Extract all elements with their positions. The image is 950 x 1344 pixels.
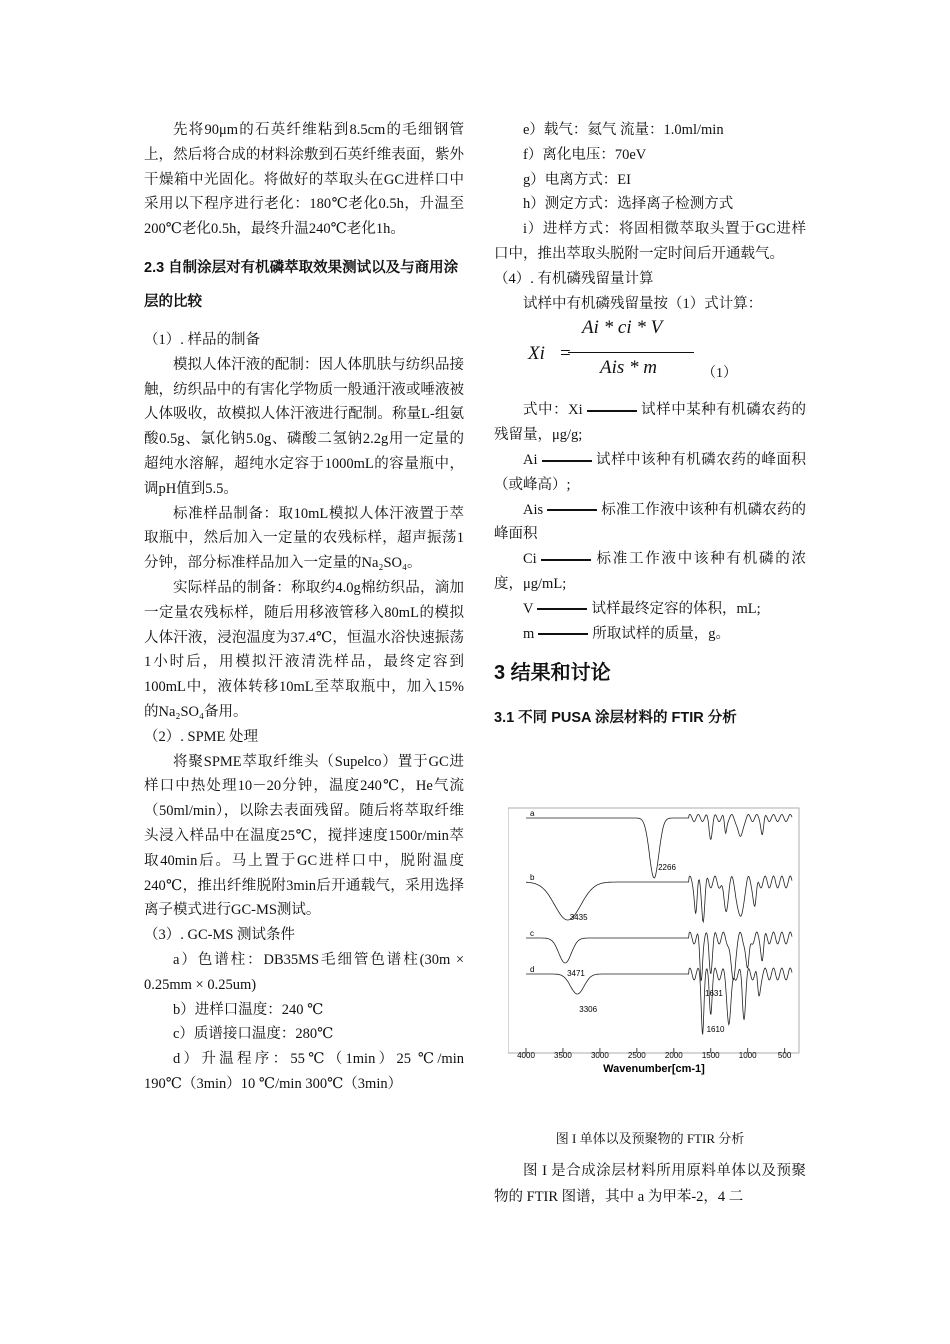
dash <box>547 509 597 511</box>
definition-item <box>494 448 806 498</box>
paragraph: 实际样品的制备：称取约4.0g棉纺织品，滴加一定量农残标样，随后用移液管移入80mL的模拟人体汗液，浸泡温度为37.4℃，恒温水浴快速振荡1小时后，用模拟汗液清洗样品，最终定容到100mL中，液体转移10mL至萃取瓶中，加入15%的Na₂SO₄备用。 <box>144 579 464 720</box>
x-axis-label: Wavenumber[cm-1] <box>603 1063 705 1075</box>
section-heading-2-3: 2.3 自制涂层对有机磷萃取效果测试以及与商用涂层的比较 <box>144 259 459 310</box>
spectrum-line-b <box>526 876 792 922</box>
definition: 试样中该种有机磷农药的峰面积（或峰高）; <box>494 451 806 493</box>
peak-label: 2266 <box>658 863 676 872</box>
dash <box>542 460 592 462</box>
definition-item <box>494 547 806 597</box>
x-tick-label: 3000 <box>590 1051 609 1060</box>
definition: 标准工作液中该种有机磷农药的峰面积 <box>494 501 806 543</box>
peak-label: 3471 <box>567 969 585 978</box>
formula-equals: = <box>560 343 571 365</box>
definition-item <box>494 597 806 622</box>
series-label: d <box>530 965 535 974</box>
spectra-lines <box>526 814 792 1034</box>
subsection-heading: （1）. 样品的制备 <box>144 331 260 348</box>
paragraph: 先将90μm的石英纤维粘到8.5cm的毛细钢管上，然后将合成的材料涂敷到石英纤维表面，紫外干燥箱中光固化。将做好的萃取头在GC进样口中采用以下程序进行老化：180℃老化0.5h，升温至200℃老化0.5h，最终升温240℃老化1h。 <box>144 122 464 238</box>
dash <box>541 559 591 561</box>
paragraph: 图 I 是合成涂层材料所用原料单体以及预聚物的 FTIR 图谱，其中 a 为甲苯-2，4 二 <box>494 1163 806 1205</box>
formula-lhs: Xi <box>528 343 545 365</box>
subsection-heading: （4）. 有机磷残留量计算 <box>494 270 654 287</box>
condition-item: g）电离方式：EI <box>523 171 631 188</box>
fraction-bar <box>568 352 694 353</box>
x-tick-label: 2000 <box>664 1051 683 1060</box>
symbol: Ai <box>523 451 538 468</box>
x-tick-label: 1000 <box>738 1051 757 1060</box>
condition-item: f）离化电压：70eV <box>523 146 647 163</box>
dash <box>587 410 637 412</box>
condition-item: h）测定方式：选择离子检测方式 <box>523 196 734 213</box>
paragraph: 试样中有机磷残留量按（1）式计算： <box>523 295 763 312</box>
definition: 标准工作液中该种有机磷的浓度，μg/mL; <box>494 551 806 592</box>
formula-number: （1） <box>702 366 737 382</box>
definition: 试样最终定容的体积，mL; <box>591 600 761 617</box>
definition: 试样中某种有机磷农药的残留量，μg/g; <box>494 402 807 444</box>
condition-item: i）进样方式：将固相微萃取头置于GC进样口中，推出萃取头脱附一定时间后开通载气。 <box>494 221 806 262</box>
definition-item <box>494 398 806 448</box>
section-heading-3-1: 3.1 不同 PUSA 涂层材料的 FTIR 分析 <box>494 710 737 727</box>
series-label: b <box>530 873 535 882</box>
symbol: Ais <box>523 501 544 518</box>
paragraph: 将聚SPME萃取纤维头（Supelco）置于GC进样口中热处理10－20分钟，温度240℃，He气流（50ml/min），以除去表面残留。随后将萃取纤维头浸入样品中在温度25℃，搅拌速度1500r/min萃取40min后。马上置于GC进样口中，脱附温度240℃，推出纤维脱附3min后开通载气，采用选择离子模式进行GC-MS测试。 <box>144 753 464 919</box>
symbol: 式中：Xi <box>523 402 583 419</box>
definition-item <box>494 498 806 548</box>
right-column <box>494 118 806 739</box>
series-label: c <box>530 929 534 938</box>
paragraph: 模拟人体汗液的配制：因人体肌肤与纺织品接触，纺织品中的有害化学物质一般通汗液或唾液被人体吸收，故模拟人体汗液进行配制。称量L-组氨酸0.5g、氯化钠5.0g、磷酸二氢钠2.2g用一定量的超纯水溶解，超纯水定容于1000mL的容量瓶中，调pH值到5.5。 <box>144 356 464 497</box>
symbol: Ci <box>523 551 537 568</box>
symbol-definitions <box>494 398 806 646</box>
condition-item: d）升温程序：55℃（1min）25 ℃/min 190℃（3min）10 ℃/min 300℃（3min） <box>144 1051 464 1092</box>
x-tick-label: 1500 <box>701 1051 720 1060</box>
subsection-heading: （3）. GC-MS 测试条件 <box>144 927 296 944</box>
x-axis-ticks <box>517 1048 792 1060</box>
dash <box>538 633 588 635</box>
section-heading-3: 3 结果和讨论 <box>494 662 611 685</box>
peak-label: 3306 <box>579 1005 598 1014</box>
formula-1 <box>494 316 806 392</box>
x-tick-label: 4000 <box>517 1051 535 1060</box>
left-column <box>144 118 464 1097</box>
paragraph: 标准样品制备：取10mL模拟人体汗液置于萃取瓶中，然后加入一定量的农残标样，超声振荡1分钟，部分标准样品加入一定量的Na₂SO₄。 <box>144 505 464 572</box>
spectrum-line-d <box>526 968 792 1035</box>
ftir-spectrum-chart <box>508 800 800 1085</box>
x-tick-label: 2500 <box>627 1051 646 1060</box>
dash <box>537 608 587 610</box>
condition-item: a）色谱柱：DB35MS毛细管色谱柱(30m × 0.25mm × 0.25um) <box>144 951 464 993</box>
peak-label: 1610 <box>706 1025 725 1034</box>
spectra-labels <box>530 809 725 1034</box>
symbol: V <box>523 600 534 617</box>
plot-frame <box>508 808 799 1053</box>
condition-item: b）进样口温度：240 ℃ <box>173 1001 324 1018</box>
spectrum-line-c <box>526 932 792 981</box>
condition-item: c）质谱接口温度：280℃ <box>173 1026 334 1043</box>
formula-numerator: Ai * ci * V <box>582 317 663 339</box>
figure-caption: 图 I 单体以及预聚物的 FTIR 分析 <box>555 1131 745 1146</box>
definition-item <box>494 622 806 647</box>
peak-label: 1631 <box>705 989 723 998</box>
symbol: m <box>523 625 535 642</box>
peak-label: 3435 <box>569 913 588 922</box>
series-label: a <box>530 809 535 818</box>
formula-denominator: Ais * m <box>600 357 657 379</box>
x-tick-label: 3500 <box>554 1051 572 1060</box>
condition-item: e）载气：氦气 流量：1.0ml/min <box>523 122 724 138</box>
definition: 所取试样的质量，g。 <box>592 625 731 642</box>
x-tick-label: 500 <box>777 1051 792 1060</box>
subsection-heading: （2）. SPME 处理 <box>144 728 259 745</box>
